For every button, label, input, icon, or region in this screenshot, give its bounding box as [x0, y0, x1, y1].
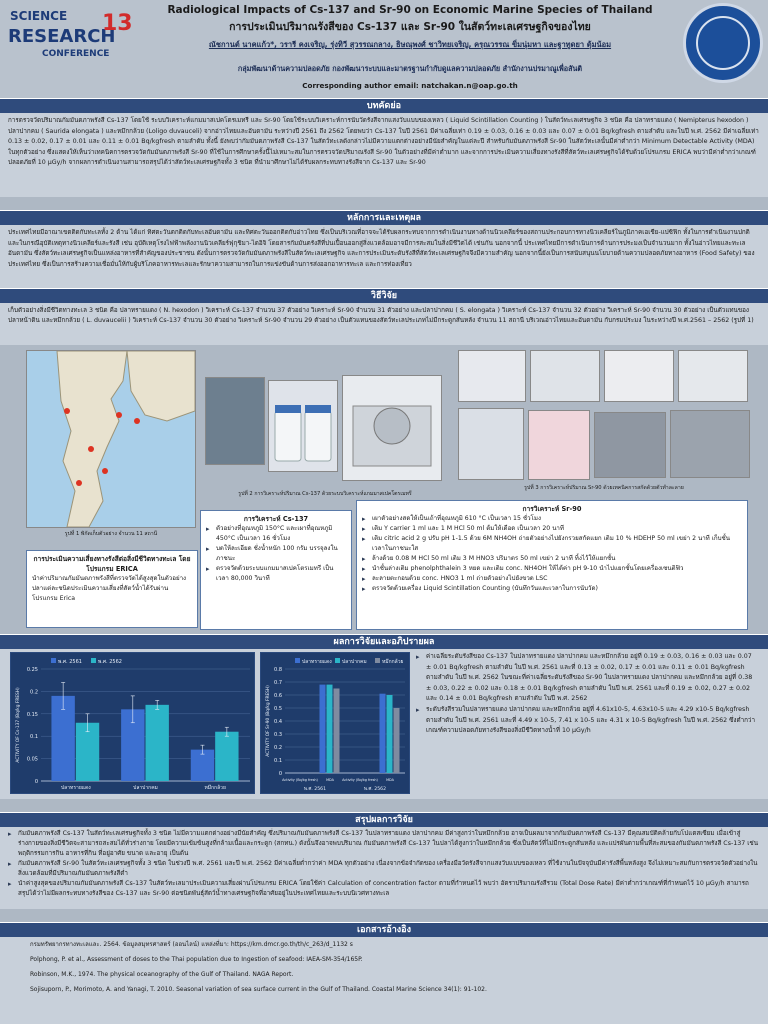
results-bullet: ▸ ค่าเฉลี่ยระดับรังสีของ Cs-137 ในปลาทรายแดง ปลาปากคม และหมึกกล้วย อยู่ที่ 0.19 ± 0.03, 0.16 ± 0.03 และ 0.07 ± 0.01 Bq/kgfresh ตามลำดับ ในปี พ.ศ. 2561 และที่ 0.13 ± 0.02, 0.17 ± 0.01 และ 0.11 ± 0.01 Bq/kgfresh ตามลำดับ ในปี พ.ศ. 2562 ในขณะที่ค่าเฉลี่ยระดับรังสีของ Sr-90 ในปลาทรายแดง ปลาปากคม และหมึกกล้วย อยู่ที่ 0.38 ± 0.03, 0.22 ± 0.02 และ 0.18 ± 0.01 Bq/kgfresh ตามลำดับ ในปี พ.ศ. 2561 และที่ 0.19 ± 0.02, 0.27 ± 0.02 และ 0.14 ± 0.01 Bq/kgfresh ตามลำดับ ในปี พ.ศ. 2562 [416, 652, 758, 705]
legend-swatch [295, 658, 300, 663]
reference-item: Sojisuporn, P., Morimoto, A. and Yanagi, T. 2010. Seasonal variation of sea surface current in the Gulf of Thailand. Coastal Marine Science 34(1): 91-102. [30, 986, 487, 993]
y-axis-label: ACTIVITY OF Cs-137 (Bq/kg FRESH) [16, 687, 21, 763]
rationale-text: ประเทศไทยมีอาณาเขตติดกับทะเลทั้ง 2 ด้าน ได้แก่ ทิศตะวันตกติดกับทะเลอันดามัน และทิศตะวันออกติดกับอ่าวไทย ซึ่งเป็นบริเวณที่อาจจะได้รับผลกระทบจากการดำเนินงานทางด้านนิวเคลียร์ของสถานประกอบการทางนิวเคลียร์ในภูมิภาคเอเชีย-แปซิฟิก ทั้งในการดำเนินงานปกติและในกรณีอุบัติเหตุทางนิวเคลียร์และรังสี เช่น อุบัติเหตุโรงไฟฟ้าพลังงานนิวเคลียร์ฟุกุชิมา-ไดอิจิ โดยสารกัมมันตรังสีที่ปนเปื้อนออกสู่สิ่งแวดล้อมอาจมีการสะสมในสิ่งมีชีวิตได้ เช่นกัน นอกจากนี้ ประเทศไทยมีการดำเนินการด้านการประมงเป็นจำนวนมาก ทั้งในอ่าวไทยและทะเลอันดามัน ซึ่งสัตว์ทะเลเศรษฐกิจเป็นแหล่งอาหารที่สำคัญของประชาชน ดังนั้นการตรวจวัดกัมมันตภาพรังสีในสัตว์ทะเลเศรษฐกิจ และการประเมินระดับรังสีที่สัตว์ทะเลเศรษฐกิจจึงมีความสำคัญ นอกจากนี้ยังเป็นการสนับสนุนนโยบายด้านความปลอดภัยทางอาหาร (Food Safety) ของประเทศไทย ซึ่งเป็นการสร้างความเชื่อมั่นให้กับผู้บริโภคอาหารทะเลและรักษาความสามารถในการแข่งขันด้านการส่งออกอาหารทะเล และการท่องเที่ยว [0, 225, 768, 289]
conclusion-item: ▸ นำค่าสูงสุดของปริมาณกัมมันตภาพรังสี Cs-137 ในสัตว์ทะเลมาประเมินความเสี่ยงผ่านโปรแกรม ERICA โดยใช้ค่า Calculation of concentration factor ตามที่กำหนดไว้ พบว่า อัตราปริมาณรังสีรวม (Total Dose Rate) มีค่าต่ำกว่าเกณฑ์ที่กำหนดไว้ 10 μGy/h สามารถสรุปได้ว่าไม่มีผลกระทบทางรังสีของ Cs-137 และ Sr-90 ต่อชนิดพันธุ์สัตว์น้ำทางเศรษฐกิจที่อาศัยอยู่ในประเทศไทยและระบบนิเวศทางทะเล [8, 879, 760, 899]
legend-label: พ.ศ. 2562 [98, 659, 122, 665]
title-thai: การประเมินปริมาณรังสีของ Cs-137 และ Sr-90 ในสัตว์ทะเลเศรษฐกิจของไทย [229, 21, 591, 33]
legend-label: พ.ศ. 2561 [58, 659, 82, 665]
legend-swatch [51, 658, 56, 663]
agency-seal [683, 3, 763, 83]
y-tick-label: 0.2 [274, 745, 282, 751]
bar [334, 689, 340, 774]
agency-seal-inner [696, 16, 750, 70]
results-heading: ผลการวิจัยและอภิปรายผล [0, 634, 768, 650]
y-tick-label: 0.4 [274, 719, 282, 725]
fig1-caption: รูปที่ 1 พิกัดเก็บตัวอย่าง จำนวน 11 สถานี [64, 531, 158, 537]
sr90-step: ▸ นำชั้นล่างเติม phenolphthalein 3 หยด และเติม conc. NH4OH ให้ได้ค่า pH 9-10 นำไปแยกชั้นโดยเครื่องเซนติฟิว [362, 564, 742, 574]
y-tick-label: 0.1 [274, 758, 282, 764]
y-axis-label: ACTIVITY OF Sr-90 (Bq/kg FRESH) [266, 685, 271, 757]
cs137-step: ▸ ตรวจวัดด้วยระบบแกมมาสเปคโตรเมทรี เป็นเวลา 80,000 วินาที [206, 564, 346, 584]
sr90-chart [260, 652, 410, 794]
sr-photo-1 [458, 350, 526, 402]
y-tick-label: 0 [278, 771, 282, 777]
y-tick-label: 0.15 [26, 711, 38, 718]
bar [320, 685, 326, 773]
y-tick-label: 0.1 [30, 734, 38, 741]
sr-photo-5 [458, 408, 524, 480]
sr90-step: ▸ ล้างด้วย 0.08 M HCl 50 ml เติม 3 M HNO3 ปริมาตร 50 ml เขย่า 2 นาที ทิ้งไว้ให้แยกชั้น [362, 554, 742, 564]
references-heading: เอกสารอ้างอิง [0, 922, 768, 938]
sr-photo-6 [528, 410, 590, 480]
cs137-chart [10, 652, 255, 794]
sr90-step: ▸ เติม Y carrier 1 ml และ 1 M HCl 50 ml ต้มให้เดือด เป็นเวลา 20 นาที [362, 524, 742, 534]
conclusion-panel [0, 827, 768, 909]
erica-title: การประเมินความเสี่ยงทางรังสีต่อสิ่งมีชีวิตทางทะเล โดยโปรแกรม ERICA [33, 555, 191, 573]
x-tick-label: หมึกกล้วย [204, 785, 226, 791]
fig3-caption: รูปที่ 3 การวิเคราะห์ปริมาณ Sr-90 ด้วยเทคนิคการสกัดด้วยตัวทำละลาย [524, 485, 684, 491]
legend-label: ปลาทรายแดง [302, 659, 332, 665]
methods-intro: เก็บตัวอย่างสิ่งมีชีวิตทางทะเล 3 ชนิด คือ ปลาทรายแดง ( N. hexodon ) วิเคราะห์ Cs-137 จำนวน 37 ตัวอย่าง วิเคราะห์ Sr-90 จำนวน 31 ตัวอย่าง และปลาปากคม ( S. elongata ) วิเคราะห์ Cs-137 จำนวน 32 ตัวอย่าง วิเคราะห์ Sr-90 จำนวน 30 ตัวอย่าง เป็นตัวแทนของปลาหน้าดิน และหมึกกล้วย ( L. duvaucelii ) วิเคราะห์ Cs-137 จำนวน 30 ตัวอย่าง วิเคราะห์ Sr-90 จำนวน 29 ตัวอย่าง เป็นตัวแทนของสัตว์ทะเลประเภทไม่มีกระดูกสันหลัง จำนวน 11 สถานี บริเวณอ่าวไทยและอันดามัน กับกรมประมง ในระหว่างปี พ.ศ.2561 – 2562 (รูปที่ 1) [0, 303, 768, 345]
erica-text: นำค่าปริมาณกัมมันตภาพรังสีที่ตรวจวัดได้สูงสุดในตัวอย่างปลาแต่ละชนิดประเมินความเสี่ยงที่สัตว์น้ำได้รับผ่านโปรแกรม Erica [32, 575, 187, 602]
reference-item: กรมทรัพยากรทางทะเลและ. 2564. ข้อมูลสมุทรศาสตร์ (ออนไลน์) แหล่งที่มา: https://km.dmcr.go.th/th/c_263/d_1132 s [30, 941, 353, 948]
sr-photo-7 [594, 412, 666, 478]
containers-graphic [269, 381, 337, 471]
references-list [0, 937, 768, 1024]
fig2-caption: รูปที่ 2 การวิเคราะห์ปริมาณ Cs-137 ด้วยระบบวิเคราะห์แกมมาสเปคโตรเมทรี [238, 491, 412, 497]
y-tick-label: 0.25 [26, 667, 38, 673]
y-tick-label: 0.6 [274, 693, 282, 699]
y-tick-label: 0 [34, 779, 38, 785]
abstract-text: การตรวจวัดปริมาณกัมมันตภาพรังสี Cs-137 โดยใช้ ระบบวิเคราะห์แกมมาสเปคโตรเมทรี และ Sr-90 โดยใช้ระบบวิเคราะห์การนับวัดรังสีจากแสงวับแบบของเหลว ( Liquid Scintillation Counting ) ในสัตว์ทะเลเศรษฐกิจ 3 ชนิด คือ ปลาทรายแดง ( Nemipterus hexodon ) ปลาปากคม ( Saurida elongata ) และหมึกกล้วย (Loligo duvauceli) จากอ่าวไทยและอันดามัน ระหว่างปี 2561 ถึง 2562 โดยพบว่า Cs-137 ในปี 2561 มีค่าเฉลี่ยเท่า 0.19 ± 0.03, 0.16 ± 0.03 และ 0.07 ± 0.01 Bq/kgfresh ตามลำดับ และในปี พ.ศ. 2562 มีค่าเฉลี่ยเท่า 0.13 ± 0.02, 0.17 ± 0.01 และ 0.11 ± 0.01 Bq/kgfresh ตามลำดับ ทั้งนี้ ยังพบว่ากัมมันตภาพรังสี Cs-137 ในสัตว์ทะเลดังกล่าวไม่มีความแตกต่างอย่างมีนัยสำคัญในแต่ละปี สำหรับกัมมันตภาพรังสี Sr-90 ในสัตว์ทะเลนั้นมีค่าต่ำกว่า Minimum Detectable Activity (MDA) ในทุกตัวอย่าง ซึ่งแสดงให้เห็นว่าเทคนิคการตรวจวัดกัมมันตภาพรังสี Sr-90 ที่ใช้ในการศึกษาครั้งนี้ไม่เหมาะสมในการตรวจวัดปริมาณรังสี Sr-90 ในตัวอย่างที่มีค่าต่ำมาก และจากการประเมินความเสี่ยงทางรังสีที่สัตว์ทะเลเศรษฐกิจได้รับด้วยโปรแกรม ERICA พบว่ามีค่าต่ำกว่าเกณฑ์ปลอดภัยที่ 10 μGy/h จากผลการดำเนินงานสามารถสรุปได้ว่าสัตว์ทะเลเศรษฐกิจทั้ง 3 ชนิด ที่นำมาศึกษาไม่ได้รับผลกระทบทางรังสีจาก Cs-137 และ Sr-90 [0, 113, 768, 197]
cs-photo-ash [205, 377, 265, 465]
x-tick-label: ปลาทรายแดง [60, 785, 91, 791]
contact-email: Corresponding author email: natchakan.n@oap.go.th [302, 81, 518, 90]
conference-logo-graphic [6, 6, 136, 64]
bar [146, 705, 169, 781]
conference-logo [6, 6, 136, 64]
logo-number: 13 [102, 11, 133, 36]
reference-item: Polphong, P. et al., Assessment of doses to the Thai population due to Ingestion of seafood: IAEA-SM-354/165P. [30, 956, 363, 963]
x-tick-label: ปลาปากคม [133, 785, 158, 791]
y-tick-label: 0.5 [274, 706, 282, 712]
results-bullets [416, 652, 758, 796]
results-bullet: ▸ ระดับรังสีรวมในปลาทรายแดง ปลาปากคม และหมึกกล้วย อยู่ที่ 4.61x10-5, 4.63x10-5 และ 4.29 x10-5 Bq/kgfresh ตามลำดับ ในปี พ.ศ. 2561 และที่ 4.49 x 10-5, 7.41 x 10-5 และ 4.31 x 10-5 Bq/kgfresh ในปี พ.ศ. 2562 ซึ่งต่ำกว่าเกณฑ์ความปลอดภัยทางรังสีของสิ่งมีชีวิตทางน้ำที่ 10 μGy/h [416, 705, 758, 737]
group-label: พ.ศ. 2561 [303, 787, 327, 792]
logo-line3: CONFERENCE [42, 49, 110, 59]
x-tick-label: Activity (Bq/kg fresh) [342, 778, 378, 782]
bar [215, 732, 238, 781]
cs137-title: การวิเคราะห์ Cs-137 [243, 515, 309, 523]
sr-photo-2 [530, 350, 600, 402]
y-tick-label: 0.7 [274, 680, 282, 686]
cs-photo-containers [268, 380, 338, 472]
conclusion-item: ▸ กัมมันตภาพรังสี Sr-90 ในสัตว์ทะเลเศรษฐกิจทั้ง 3 ชนิด ในช่วงปี พ.ศ. 2561 และปี พ.ศ. 2562 มีค่าเฉลี่ยต่ำกว่าค่า MDA ทุกตัวอย่าง เนื่องจากข้อจำกัดของ เครื่องมือวัดรังสีจากแสงวับแบบของเหลว ที่ใช้งานในปัจจุบันมีค่ารังสีพื้นหลังสูง จึงไม่เหมาะสมกับการตรวจวัดตัวอย่างในสิ่งแวดล้อมที่มีปริมาณกัมมันตภาพรังสีต่ำ [8, 859, 760, 879]
y-tick-label: 0.05 [26, 756, 38, 763]
legend-swatch [91, 658, 96, 663]
group-label: พ.ศ. 2562 [363, 787, 387, 792]
sr90-step: ▸ เติม citric acid 2 g ปรับ pH 1-1.5 ด้วย 6M NH4OH ถ่ายตัวอย่างไปยังกรวยสกัดแยก เติม 10 % HDEHP 50 ml เขย่า 2 นาที เก็บชั้นเวลาในภาชนะใส [362, 534, 742, 554]
bar [380, 694, 386, 773]
bar [387, 695, 393, 773]
rationale-heading: หลักการและเหตุผล [0, 210, 768, 226]
sr-photo-8 [670, 410, 750, 478]
methods-heading: วิธีวิจัย [0, 288, 768, 304]
affiliation: กลุ่มพัฒนาด้านความปลอดภัย กองพัฒนาระบบและมาตรฐานกำกับดูแลความปลอดภัย สำนักงานปรมาณูเพื่อสันติ [237, 64, 583, 73]
sr90-title: การวิเคราะห์ Sr-90 [522, 505, 582, 513]
abstract-heading: บทคัดย่อ [0, 98, 768, 114]
bar [394, 708, 400, 773]
y-tick-label: 0.2 [30, 689, 38, 696]
legend-label: ปลาปากคม [342, 659, 367, 665]
bar [327, 685, 333, 773]
conclusion-item: ▸ กัมมันตภาพรังสี Cs-137 ในสัตว์ทะเลเศรษฐกิจทั้ง 3 ชนิด ไม่มีความแตกต่างอย่างมีนัยสำคัญ ซึ่งปริมาณกัมมันตภาพรังสี Cs-137 ในปลาทรายแดง ปลาปากคม มีค่าสูงกว่าในหมึกกล้วย อาจเป็นผลมาจากกัมมันตภาพรังสี Cs-137 มีคุณสมบัติคล้ายกับโปแตสเซียม เมื่อเข้าสู่ร่างกายของสิ่งมีชีวิตจะสามารถสะสมได้ทั่วร่างกาย โดยมีความเข้มข้นสูงที่กล้ามเนื้อและกระดูก (สกทน.) ดังนั้นจึงอาจพบปริมาณ กัมมันตภาพรังสี Cs-137 ในปลาได้สูงกว่าในหมึกกล้วย ซึ่งเป็นสัตว์ที่ไม่มีกระดูกสันหลัง และแปรผันตามพื้นที่สะสมของกัมมันตภาพรังสี Cs-137 เช่น พฤติกรรมการกิน อาหารที่กิน ที่อยู่อาศัย ขนาด และอายุ เป็นต้น [8, 829, 760, 859]
sampling-map [26, 350, 196, 528]
cs137-steps [206, 524, 346, 584]
x-tick-label: MDA [386, 778, 394, 782]
cs137-step: ▸ บดให้ละเอียด ชั่งน้ำหนัก 100 กรัม บรรจุลงในภาชนะ [206, 544, 346, 564]
logo-line1: SCIENCE [10, 9, 68, 23]
sr90-steps [362, 514, 742, 594]
reference-item: Robinson, M.K., 1974. The physical oceanography of the Gulf of Thailand. NAGA Report. [30, 971, 294, 978]
sr90-box [356, 500, 748, 630]
cs137-step: ▸ ตัวอย่างที่อุณหภูมิ 150°C และเผาที่อุณหภูมิ 450°C เป็นเวลา 16 ชั่วโมง [206, 524, 346, 544]
y-tick-label: 0.8 [274, 667, 282, 673]
logo-line2: RESEARCH [8, 26, 116, 47]
legend-swatch [375, 658, 380, 663]
sr90-step: ▸ เผาตัวอย่างสดให้เป็นเถ้าที่อุณหภูมิ 610 °C เป็นเวลา 15 ชั่วโมง [362, 514, 742, 524]
sr-photo-4 [678, 350, 748, 402]
conclusion-heading: สรุปผลการวิจัย [0, 812, 768, 828]
legend-label: หมึกกล้วย [382, 659, 404, 665]
sr-photo-3 [604, 350, 674, 402]
cs137-box [200, 510, 352, 630]
map-graphic [27, 351, 195, 527]
title-english: Radiological Impacts of Cs-137 and Sr-90 on Economic Marine Species of Thailand [167, 4, 653, 16]
authors: ณัชกานต์ นาคแก้ว*, วรารี คงเจริญ, รุ่งทิวี สุวรรณกลาง, ธิษณุพงศ์ ชาวิทยเจริญ, ครุณวรรณ ขิ่มนุ่มหา และฐาทูดยา ตุ้มน้อม [208, 40, 612, 49]
detector-graphic [343, 376, 441, 480]
legend-swatch [335, 658, 340, 663]
sr90-step: ▸ ละลายตะกอนด้วย conc. HNO3 1 ml ถ่ายตัวอย่างไปยังขวด LSC [362, 574, 742, 584]
cs-photo-detector [342, 375, 442, 481]
x-tick-label: Activity (Bq/kg fresh) [282, 778, 318, 782]
x-tick-label: MDA [326, 778, 334, 782]
erica-box [26, 550, 198, 628]
sr90-step: ▸ ตรวจวัดด้วยเครื่อง Liquid Scintillation Counting (บันทึกวันและเวลาในการนับวัด) [362, 584, 742, 594]
y-tick-label: 0.3 [274, 732, 282, 738]
